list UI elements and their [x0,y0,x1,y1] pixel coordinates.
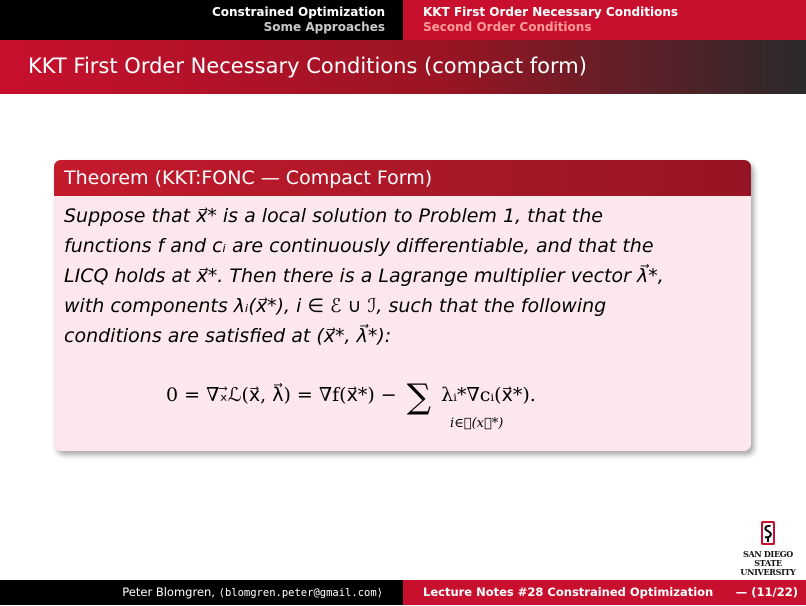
footer-email: ⟨blomgren.peter@gmail.com⟩ [218,587,383,599]
sdsu-logo-line2: UNIVERSITY [740,567,796,577]
nav-section-second-order[interactable]: Second Order Conditions [423,20,592,34]
theorem-line: LICQ holds at x⃗*. Then there is a Lagrange multiplier vector λ⃗*, [64,265,664,287]
nav-left-sections [0,0,403,40]
footer-author: Peter Blomgren, [122,585,215,599]
theorem-line: with components λᵢ(x⃗*), i ∈ ℰ ∪ ℐ, such that the following [64,295,607,317]
theorem-block [54,160,751,451]
theorem-line: conditions are satisfied at (x⃗*, λ⃗*): [64,325,392,347]
theorem-line: functions f and cᵢ are continuously differentiable, and that the [64,235,654,257]
footer-author-section [0,580,403,605]
footer-lecture-title: Lecture Notes #28 Constrained Optimization [423,585,714,599]
theorem-line: Suppose that x⃗* is a local solution to Problem 1, that the [64,205,603,227]
summation-index: i∈𝒜(x⃗*) [450,416,504,431]
footer-page-number: — (11/22) [735,585,798,599]
nav-section-constrained-optimization[interactable]: Constrained Optimization [211,5,385,19]
nav-section-some-approaches[interactable]: Some Approaches [263,20,385,34]
summation-symbol: ∑ [406,377,432,417]
frame-title-bar [0,40,806,94]
sdsu-logo-icon [758,520,778,546]
nav-right-sections [403,0,806,40]
kkt-equation [54,378,751,438]
theorem-title: Theorem (KKT:FONC — Compact Form) [54,160,751,196]
equation-rhs: λᵢ*∇cᵢ(x⃗*). [441,384,536,406]
top-navigation-bar [0,0,806,40]
footer-bar [0,580,806,605]
equation-lhs: 0 = ∇ₓ⃗ℒ(x⃗, λ⃗) = ∇f(x⃗*) − [166,384,397,406]
footer-lecture-section [403,580,806,605]
frame-title: KKT First Order Necessary Conditions (compact form) [28,54,587,78]
theorem-body [54,196,751,351]
nav-section-kkt-fonc[interactable]: KKT First Order Necessary Conditions [423,5,678,19]
sdsu-logo [735,520,801,577]
sdsu-logo-line1: SAN DIEGO STATE [743,549,793,568]
